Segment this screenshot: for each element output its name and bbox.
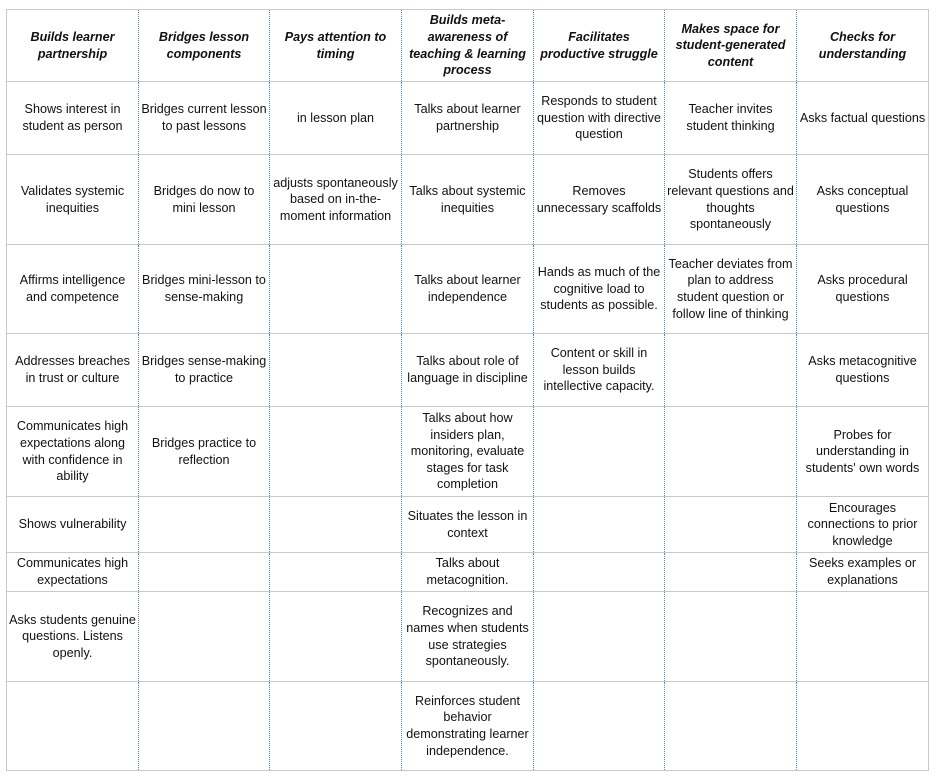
table-cell: Validates systemic inequities [7,155,139,245]
header-cell-builds-learner-partnership: Builds learner partnership [7,10,139,82]
table-cell [270,682,402,771]
table-cell: Content or skill in lesson builds intellective capacity. [534,334,665,407]
header-cell-facilitates-productive-struggle: Facilitates productive struggle [534,10,665,82]
table-row [7,682,929,771]
table-cell: Seeks examples or explanations [797,553,929,592]
table-cell [665,682,797,771]
table-cell: Bridges mini-lesson to sense-making [139,245,270,334]
table-cell: Teacher invites student thinking [665,82,797,155]
header-cell-makes-space-for-student-content: Makes space for student-generated content [665,10,797,82]
table-cell [270,553,402,592]
table-cell [534,497,665,553]
table-cell [665,497,797,553]
header-row [7,10,929,82]
table-cell: Bridges sense-making to practice [139,334,270,407]
table-cell [270,407,402,497]
table-cell: Students offers relevant questions and thoughts spontaneously [665,155,797,245]
header-cell-bridges-lesson-components: Bridges lesson components [139,10,270,82]
table-cell: Asks metacognitive questions [797,334,929,407]
table-cell [270,245,402,334]
table-row [7,155,929,245]
table-cell: Reinforces student behavior demonstrating learner independence. [402,682,534,771]
header-cell-checks-for-understanding: Checks for understanding [797,10,929,82]
table-cell [665,553,797,592]
table-cell: Bridges current lesson to past lessons [139,82,270,155]
table-cell [534,592,665,682]
table-row [7,497,929,553]
table-cell [665,592,797,682]
table-cell: Addresses breaches in trust or culture [7,334,139,407]
table-cell: Talks about metacognition. [402,553,534,592]
table-cell: Talks about systemic inequities [402,155,534,245]
table-cell: Communicates high expectations [7,553,139,592]
table-cell [270,592,402,682]
table-cell [665,407,797,497]
table-cell: Hands as much of the cognitive load to students as possible. [534,245,665,334]
table-cell [270,334,402,407]
table-cell: Talks about learner independence [402,245,534,334]
table-cell: in lesson plan [270,82,402,155]
table-cell: Removes unnecessary scaffolds [534,155,665,245]
table-cell [797,592,929,682]
table-row [7,245,929,334]
table-cell: Shows interest in student as person [7,82,139,155]
table-cell [534,407,665,497]
table-cell [534,682,665,771]
table-cell: Asks procedural questions [797,245,929,334]
table-cell: Probes for understanding in students' own words [797,407,929,497]
table-row [7,553,929,592]
table-cell: Bridges practice to reflection [139,407,270,497]
table-cell: Recognizes and names when students use strategies spontaneously. [402,592,534,682]
table-cell [665,334,797,407]
table-cell [139,497,270,553]
table-cell: Communicates high expectations along with confidence in ability [7,407,139,497]
table-cell: Bridges do now to mini lesson [139,155,270,245]
header-cell-pays-attention-to-timing: Pays attention to timing [270,10,402,82]
table-row [7,407,929,497]
table-cell [139,682,270,771]
table-cell [139,592,270,682]
table-cell: Talks about how insiders plan, monitoring, evaluate stages for task completion [402,407,534,497]
table-row [7,334,929,407]
table-cell: Shows vulnerability [7,497,139,553]
table-cell: Encourages connections to prior knowledge [797,497,929,553]
table-cell: Situates the lesson in context [402,497,534,553]
table-row [7,82,929,155]
header-cell-builds-meta-awareness: Builds meta-awareness of teaching & learning process [402,10,534,82]
table-cell [797,682,929,771]
table-cell: adjusts spontaneously based on in-the-moment information [270,155,402,245]
table-row [7,592,929,682]
table-cell [534,553,665,592]
table-cell: Talks about role of language in discipline [402,334,534,407]
table-cell: Talks about learner partnership [402,82,534,155]
table-cell: Asks conceptual questions [797,155,929,245]
table-cell: Responds to student question with directive question [534,82,665,155]
table-cell [139,553,270,592]
table-cell: Asks students genuine questions. Listens openly. [7,592,139,682]
table-cell: Teacher deviates from plan to address student question or follow line of thinking [665,245,797,334]
table-cell: Affirms intelligence and competence [7,245,139,334]
table-cell [270,497,402,553]
table-cell: Asks factual questions [797,82,929,155]
table-cell [7,682,139,771]
rubric-table [6,9,929,771]
